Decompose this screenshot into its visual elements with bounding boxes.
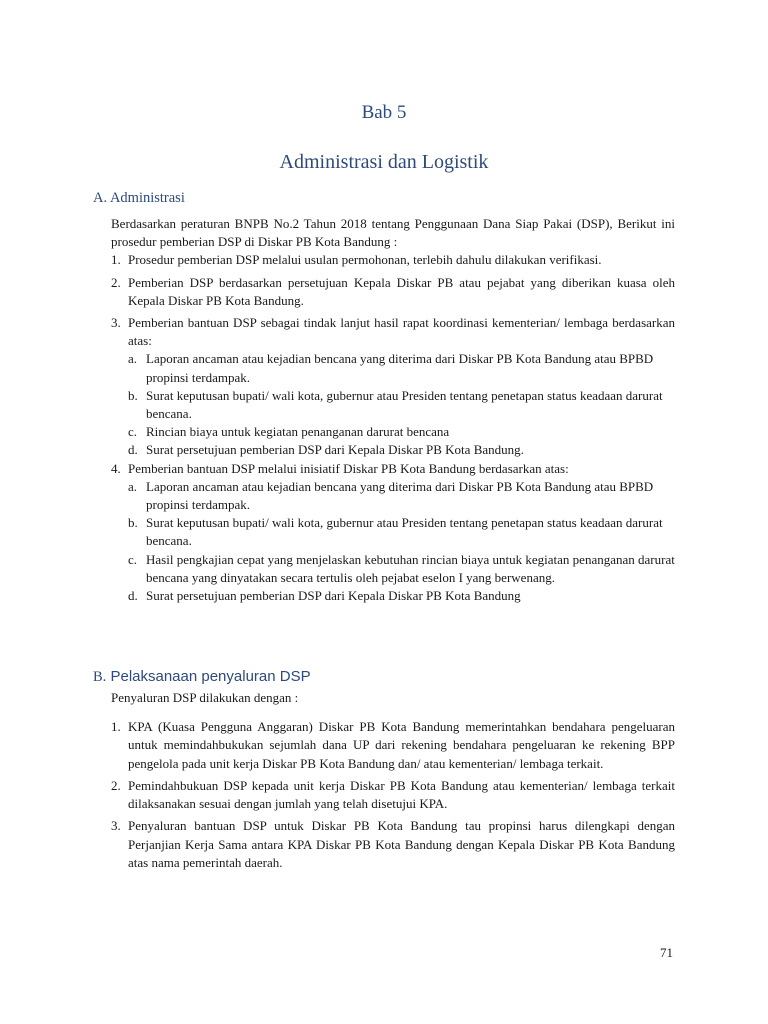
list-item-text: Penyaluran bantuan DSP untuk Diskar PB Kota Bandung tau propinsi harus dilengkapi dengan Perjanjian Kerja Sama antara KPA Diskar PB Kota Bandung dengan Kepala Diskar PB Kota Bandung atas nama pemerintah daerah. — [128, 818, 675, 871]
list-item-number: 1. — [111, 719, 121, 734]
sub-item-letter: b. — [128, 515, 138, 531]
list-item — [111, 274, 675, 310]
sub-item-text: Laporan ancaman atau kejadian bencana yang diterima dari Diskar PB Kota Bandung atau BPBD propinsi terdampak. — [146, 351, 654, 385]
section-a-intro: Berdasarkan peraturan BNPB No.2 Tahun 2018 tentang Penggunaan Dana Siap Pakai (DSP), Berikut ini prosedur pemberian DSP di Diskar PB Kota Bandung : — [111, 216, 675, 250]
sub-item — [128, 587, 675, 605]
section-b-body — [111, 718, 675, 872]
section-a-letter: A. — [93, 190, 108, 206]
sub-item-text: Surat persetujuan pemberian DSP dari Kepala Diskar PB Kota Bandung. — [146, 442, 524, 458]
section-a-title: Administrasi — [109, 190, 185, 206]
sub-item-text: Laporan ancaman atau kejadian bencana yang diterima dari Diskar PB Kota Bandung atau BPBD propinsi terdampak. — [146, 478, 654, 513]
list-item-text: Pemberian DSP berdasarkan persetujuan Kepala Diskar PB atau pejabat yang diberikan kuasa oleh Kepala Diskar PB Kota Bandung. — [128, 274, 675, 308]
sub-item-text: Surat keputusan bupati/ wali kota, gubernur atau Presiden tentang penetapan status keadaan darurat bencana. — [146, 387, 663, 422]
sub-item — [128, 423, 675, 441]
list-item-number: 3. — [111, 315, 121, 331]
sub-item-text: Rincian biaya untuk kegiatan penanganan darurat bencana — [146, 424, 450, 440]
chapter-title: Administrasi dan Logistik — [279, 151, 489, 173]
sub-item-text: Surat keputusan bupati/ wali kota, gubernur atau Presiden tentang penetapan status keadaan darurat bencana. — [146, 515, 663, 549]
sub-item-text: Hasil pengkajian cepat yang menjelaskan kebutuhan rincian biaya untuk kegiatan penanganan darurat bencana yang dinyatakan secara tertulis oleh pejabat eselon I yang berwenang. — [146, 551, 675, 585]
sub-item-letter: b. — [128, 387, 138, 403]
sub-item-letter: a. — [128, 351, 138, 367]
section-b-intro-block — [111, 689, 675, 707]
sub-item — [128, 514, 675, 550]
sub-list — [128, 478, 675, 605]
section-b-letter: B. — [93, 669, 107, 685]
list-item — [111, 251, 675, 269]
list-item-number: 4. — [111, 460, 121, 476]
section-b-title: Pelaksanaan penyaluran DSP — [110, 668, 311, 685]
sub-item-letter: d. — [128, 588, 138, 604]
section-b-heading — [93, 668, 311, 686]
chapter-label: Bab 5 — [361, 102, 407, 123]
list-item — [111, 314, 675, 350]
sub-item-text: Surat persetujuan pemberian DSP dari Kepala Diskar PB Kota Bandung — [146, 588, 521, 604]
list-item-number: 1. — [111, 252, 121, 268]
section-a-heading — [93, 190, 185, 207]
sub-item-letter: a. — [128, 478, 138, 494]
list-item-number: 2. — [111, 274, 121, 290]
sub-item — [128, 350, 675, 386]
list-item-number: 3. — [111, 818, 121, 834]
list-item-text: Pemberian bantuan DSP sebagai tindak lanjut hasil rapat koordinasi kementerian/ lembaga berdasarkan atas: — [128, 315, 675, 349]
sub-item — [128, 478, 675, 514]
sub-item-letter: c. — [128, 424, 138, 440]
list-item-text: Pemberian bantuan DSP melalui inisiatif Diskar PB Kota Bandung berdasarkan atas: — [128, 460, 569, 476]
sub-item — [128, 441, 675, 459]
sub-item — [128, 387, 675, 423]
section-a-body — [111, 215, 675, 605]
list-item-number: 2. — [111, 777, 121, 793]
page-number: 71 — [660, 945, 673, 960]
list-item — [111, 460, 675, 478]
list-item-text: KPA (Kuasa Pengguna Anggaran) Diskar PB Kota Bandung memerintahkan bendahara pengeluaran untuk memindahbukukan sejumlah dana UP dari rekening bendahara pengeluaran ke rekening BPP pengelola pada unit kerja Diskar PB Kota Bandung dan/ atau kementerian/ lembaga terkait. — [128, 719, 675, 771]
list-item-text: Pemindahbukuan DSP kepada unit kerja Diskar PB Kota Bandung atau kementerian/ lembaga terkait dilaksanakan sesuai dengan jumlah yang telah disetujui KPA. — [128, 777, 675, 812]
section-b-intro: Penyaluran DSP dilakukan dengan : — [111, 690, 299, 705]
list-item-text: Prosedur pemberian DSP melalui usulan permohonan, terlebih dahulu dilakukan verifikasi. — [128, 252, 602, 268]
list-item — [111, 718, 675, 773]
sub-item — [128, 551, 675, 587]
sub-item-letter: d. — [128, 442, 138, 458]
list-item — [111, 817, 675, 872]
list-item — [111, 777, 675, 814]
sub-item-letter: c. — [128, 551, 138, 567]
sub-list — [128, 350, 675, 459]
